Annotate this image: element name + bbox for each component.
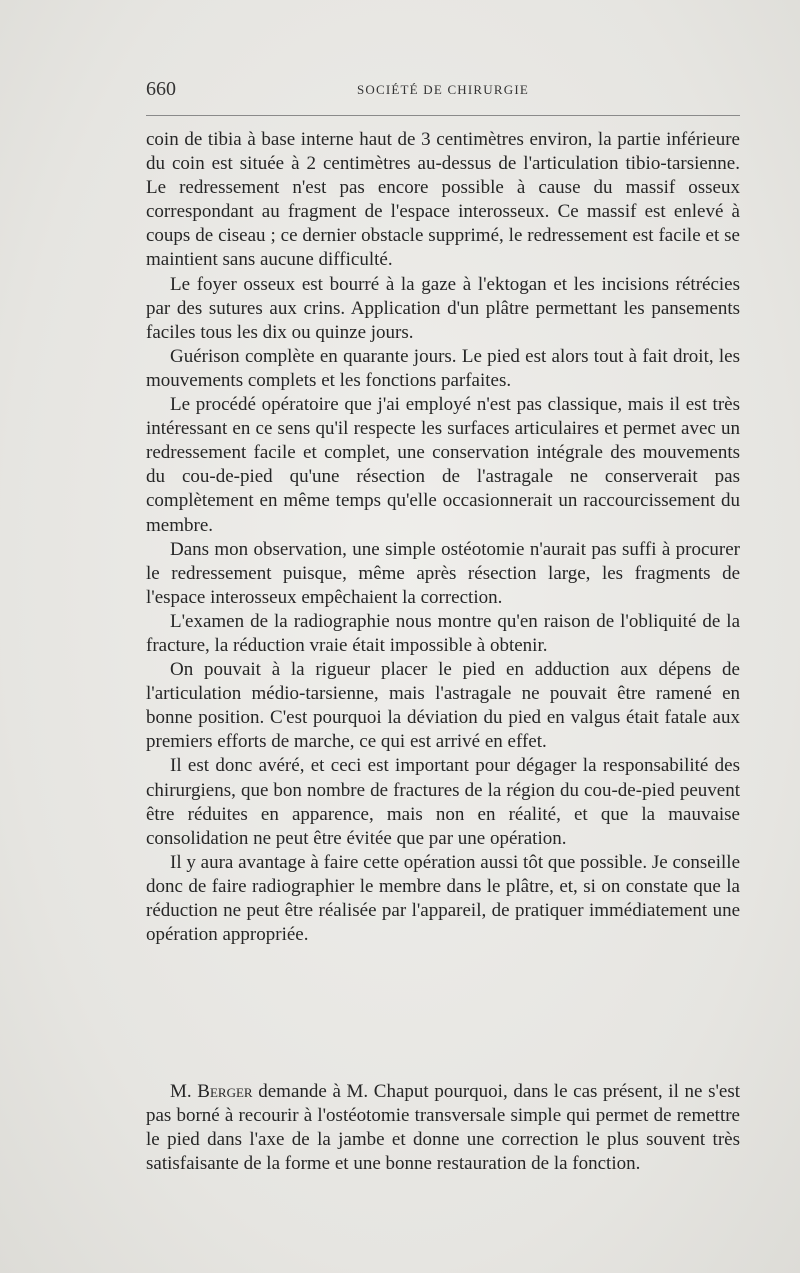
- discussion-section: [146, 1080, 740, 1176]
- paragraph: Il y aura avantage à faire cette opération aussi tôt que possible. Je conseille donc de faire radiographier le membre dans le plâtre, et, si on constate que la réduction ne peut être réalisée par l'appareil, de pratiquer immédiatement une opération appropriée.: [146, 851, 740, 946]
- discussion-text: demande à M. Chaput pourquoi, dans le cas présent, il ne s'est pas borné à recourir à l'ostéotomie transversale simple qui permet de remettre le pied dans l'axe de la jambe et donne une correction le plus souvent très satisfaisante de la forme et une bonne restauration de la fonction.: [146, 1081, 740, 1175]
- running-head: SOCIÉTÉ DE CHIRURGIE: [356, 82, 530, 97]
- paragraph: Il est donc avéré, et ceci est important pour dégager la responsabilité des chirurgiens, que bon nombre de fractures de la région du cou-de-pied peuvent être réduites en apparence, mais non en réalité, et que la mauvaise consolidation ne peut être évitée que par une opération.: [146, 755, 740, 849]
- paragraph: Le foyer osseux est bourré à la gaze à l'ektogan et les incisions rétrécies par des sutures aux crins. Application d'un plâtre permettant les pansements faciles tous les dix ou quinze jours.: [146, 273, 740, 343]
- paragraph-continued: coin de tibia à base interne haut de 3 centimètres environ, la partie inférieure du coin est située à 2 centimètres au-dessus de l'articulation tibio-tarsienne. Le redressement n'est pas encore possible à cause du massif osseux correspondant au fragment de l'espace interosseux. Ce massif est enlevé à coups de ciseau ; ce dernier obstacle supprimé, le redressement est facile et se maintient sans aucune difficulté.: [146, 129, 740, 271]
- header-rule: [146, 115, 740, 116]
- main-text: [146, 128, 740, 947]
- paragraph: L'examen de la radiographie nous montre qu'en raison de l'obliquité de la fracture, la réduction vraie était impossible à obtenir.: [146, 610, 740, 656]
- speaker-name: Berger: [197, 1081, 253, 1102]
- page-header: [146, 78, 740, 102]
- discussion-paragraph: [146, 1080, 740, 1176]
- paragraph: Le procédé opératoire que j'ai employé n'est pas classique, mais il est très intéressant en ce sens qu'il respecte les surfaces articulaires et permet avec un redressement facile et complet, une conservation intégrale des mouvements du cou-de-pied qu'une résection de l'astragale ne conserverait pas complètement en même temps qu'elle occasionnerait un raccourcissement du membre.: [146, 394, 740, 536]
- paragraph: On pouvait à la rigueur placer le pied en adduction aux dépens de l'articulation médio-tarsienne, mais l'astragale ne pouvait être ramené en bonne position. C'est pourquoi la déviation du pied en valgus était fatale aux premiers efforts de marche, ce qui est arrivé en effet.: [146, 659, 740, 753]
- paragraph: Dans mon observation, une simple ostéotomie n'aurait pas suffi à procurer le redressement puisque, même après résection large, les fragments de l'espace interosseux empêchaient la correction.: [146, 538, 740, 608]
- paragraph: Guérison complète en quarante jours. Le pied est alors tout à fait droit, les mouvements complets et les fonctions parfaites.: [146, 345, 740, 391]
- speaker-prefix: M.: [170, 1081, 192, 1102]
- page-number: 660: [146, 78, 176, 100]
